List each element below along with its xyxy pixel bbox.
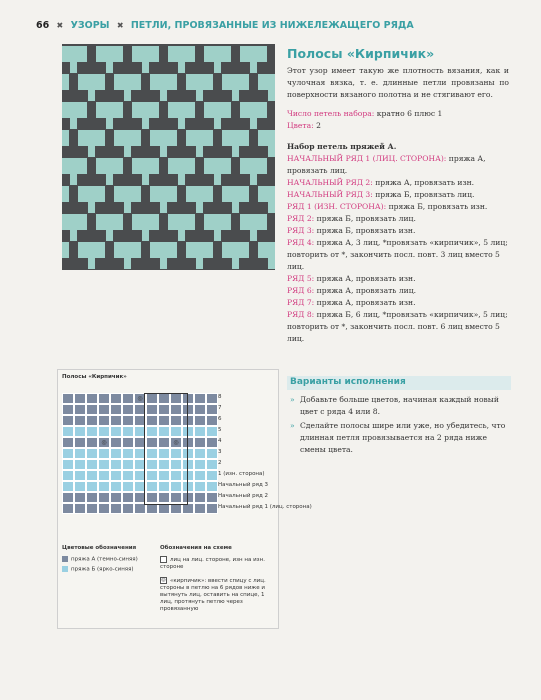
chart-cell [86,437,98,448]
chart-cell [194,470,206,481]
variant-item [288,420,510,456]
chart-cell [206,437,218,448]
light-brick [62,242,69,258]
long-loop [160,90,167,101]
light-brick [222,186,249,202]
light-brick [150,74,177,90]
chart-cell [86,404,98,415]
chart-row-label: 4 [218,438,222,444]
long-loop [214,118,221,129]
step-row-text: пряжа А, провязать изн. [372,177,475,187]
pattern-intro: Этот узор имеет такую же плотность вязания, как и чулочная вязка, т. е. длинные петли провязаны по поверхности вязаного полотна и не стягивают его. [287,66,509,100]
chart-cell [62,437,74,448]
long-loop [88,146,95,157]
step-row-text: пряжа А, 3 лиц, *провязать «кирпичик», 5 лиц; повторить от *, закончить посл. повт. 3 лиц вместо 5 лиц. [287,237,508,271]
step-row-label: РЯД 1 (ИЗН. СТОРОНА): [287,201,387,211]
light-brick [78,186,105,202]
long-loop [232,258,239,269]
legend-symbol-empty-label: лиц на лиц. стороне, изн на изн. стороне [160,557,265,570]
step-row-text: пряжа А, провязать лиц. [314,285,417,295]
light-brick [240,158,267,174]
chart-cell [122,481,134,492]
chart-cell [74,415,86,426]
long-loop [142,118,149,129]
long-loop [178,230,185,241]
chart-cell [98,404,110,415]
chart-cell [74,437,86,448]
chart-cell [122,448,134,459]
step-row-label: РЯД 5: [287,273,315,283]
step-row-label: РЯД 8: [287,309,315,319]
light-brick [204,214,231,230]
chart-cell [206,470,218,481]
swatch-pattern [62,44,275,270]
pattern-title: Полосы «Кирпичик» [287,46,435,61]
chart-cell [110,481,122,492]
light-brick [204,102,231,118]
long-loop [268,258,275,269]
chart-cell [122,470,134,481]
chart-cell [86,426,98,437]
chart-cell [194,404,206,415]
colors-key: Цвета: [287,120,314,130]
light-brick [132,46,159,62]
long-loop [160,146,167,157]
long-loop [232,146,239,157]
chart-cell [74,393,86,404]
chart-cell [86,503,98,514]
step-row [287,309,509,345]
light-brick [132,102,159,118]
long-loop [106,62,113,73]
light-brick [186,74,213,90]
light-brick [114,242,141,258]
chart-row-label: Начальный ряд 1 (лиц. сторона) [218,504,312,510]
legend-symbol-brick [160,577,268,613]
step-row-label: РЯД 4: [287,237,315,247]
chart-cell [86,470,98,481]
chart-cell [110,459,122,470]
chart-title: Полосы «Кирпичик» [62,374,127,380]
symbol-legend-title: Обозначения на схеме [160,545,232,551]
long-loop [106,230,113,241]
light-brick [62,130,69,146]
chart-row-label: 1 (изн. сторона) [218,471,265,477]
chart-cell [206,492,218,503]
long-loop [160,258,167,269]
light-brick [186,242,213,258]
chart-cell [98,503,110,514]
chart-cell [74,459,86,470]
light-brick [258,242,275,258]
light-brick [168,102,195,118]
long-loop [196,90,203,101]
step-row [287,225,509,237]
long-loop [250,174,257,185]
chart-cell [98,426,110,437]
section-title: УЗОРЫ [70,20,110,31]
chart-cell [110,426,122,437]
long-loop [70,230,77,241]
step-row-label: НАЧАЛЬНЫЙ РЯД 3: [287,189,373,199]
chart-cell [122,393,134,404]
step-row [287,285,509,297]
repeat-outline [144,393,188,505]
variants-title: Варианты исполнения [290,377,406,387]
light-brick [132,158,159,174]
long-loop [178,118,185,129]
long-loop [232,90,239,101]
light-brick [168,158,195,174]
photo-caption-watermark [62,278,275,298]
chart-cell [86,492,98,503]
light-brick [168,214,195,230]
chart-cell [62,459,74,470]
chart-cell [86,415,98,426]
long-loop [124,90,131,101]
long-loop [142,62,149,73]
step-row-label: РЯД 6: [287,285,315,295]
light-brick [222,242,249,258]
long-loop [214,174,221,185]
step-row [287,297,509,309]
chart-cell [62,404,74,415]
chart-cell [74,448,86,459]
light-brick [132,214,159,230]
light-brick [96,158,123,174]
step-row-text: пряжа Б, провязать изн. [386,201,488,211]
chart-cell [62,393,74,404]
chart-cell [194,459,206,470]
step-row [287,153,509,177]
step-row [287,273,509,285]
chart-cell [74,426,86,437]
light-brick [62,102,87,118]
long-loop [268,90,275,101]
step-row-text: пряжа Б, провязать изн. [314,225,416,235]
loop-cell: ◎ [170,437,182,448]
chart-cell [194,393,206,404]
light-brick [62,74,69,90]
chart-cell [122,415,134,426]
variant-text: Сделайте полосы шире или уже, но убедитесь, что длинная петля провязывается на 2 ряда ниже смены цвета. [300,421,506,454]
star-icon: ✖ [56,21,64,30]
chart-cell [86,459,98,470]
chart-row-label: 5 [218,427,222,433]
step-row-text: пряжа А, провязать изн. [314,273,416,283]
chart-cell [86,481,98,492]
colors-value: 2 [313,120,321,130]
legend-symbol-brick-label: «кирпичик»: ввести спицу с лиц. стороны в петлю на 6 рядов ниже и вытянуть лиц, оставить на спице, 1 лиц, протянуть петлю через провязанную [160,578,266,612]
steps-heading: Набор петель пряжей А. [287,141,397,151]
yarn-b-swatch [62,566,68,572]
long-loop [214,62,221,73]
long-loop [106,118,113,129]
chart-cell [206,426,218,437]
long-loop [88,90,95,101]
page-number: 66 [36,20,50,31]
chart-cell [110,492,122,503]
step-row-label: НАЧАЛЬНЫЙ РЯД 2: [287,177,373,187]
light-brick [62,214,87,230]
chart-cell [98,481,110,492]
chart-cell [206,393,218,404]
legend-color-b [62,566,134,574]
step-row-text: пряжа Б, 6 лиц, *провязать «кирпичик», 5 лиц; повторить от *, закончить посл. повт. 6 лиц вместо 5 лиц. [287,309,508,343]
step-row-text: пряжа Б, провязать лиц. [314,213,416,223]
light-brick [150,242,177,258]
chart-cell [206,415,218,426]
long-loop [124,202,131,213]
long-loop [142,230,149,241]
chart-cell [62,426,74,437]
step-row [287,213,509,225]
chart-cell [74,481,86,492]
legend-color-a-label: пряжа А (темно-синяя) [71,556,138,563]
chart-cell [74,404,86,415]
chart-cell [62,492,74,503]
star-icon: ✖ [116,21,124,30]
loop-cell: ◎ [98,437,110,448]
empty-cell-icon [160,556,167,563]
chart-row-label: Начальный ряд 3 [218,482,268,488]
light-brick [240,214,267,230]
chart-cell [194,481,206,492]
light-brick [78,74,105,90]
variant-text: Добавьте больше цветов, начиная каждый новый цвет с ряда 4 или 8. [300,395,499,416]
light-brick [204,158,231,174]
light-brick [78,242,105,258]
long-loop [88,202,95,213]
chart-cell [62,448,74,459]
long-loop [160,202,167,213]
step-row [287,237,509,273]
long-loop [88,258,95,269]
chart-cell [74,492,86,503]
light-brick [96,214,123,230]
chart-cell [74,470,86,481]
long-loop [124,146,131,157]
light-brick [62,158,87,174]
step-row-label: РЯД 3: [287,225,315,235]
long-loop [70,174,77,185]
step-row-text: пряжа А, провязать лиц. [287,153,486,175]
light-brick [114,186,141,202]
long-loop [106,174,113,185]
chart-cell [122,492,134,503]
long-loop [142,174,149,185]
legend-symbol-empty [160,556,265,571]
long-loop [196,146,203,157]
light-brick [96,102,123,118]
light-brick [222,130,249,146]
chart-cell [122,437,134,448]
chart-cell [110,437,122,448]
long-loop [232,202,239,213]
chart-cell [206,448,218,459]
chart-cell [194,503,206,514]
light-brick [240,46,267,62]
steps-list [287,153,509,345]
legend-color-b-label: пряжа Б (ярко-синяя) [71,566,134,573]
chart-cell [62,415,74,426]
long-loop [178,174,185,185]
color-legend-title: Цветовые обозначения [62,545,137,551]
chart-cell [206,459,218,470]
cast-on-value: кратно 6 плюс 1 [374,108,443,118]
chart-cell [110,415,122,426]
light-brick [96,46,123,62]
light-brick [114,130,141,146]
legend-color-a [62,556,138,564]
chart-cell [98,415,110,426]
loop-symbol-icon: ◎ [161,577,166,583]
long-loop [250,230,257,241]
bullet-icon: » [290,395,295,404]
light-brick [78,130,105,146]
chart-row-label: 8 [218,394,222,400]
chart-cell [122,503,134,514]
light-brick [114,74,141,90]
chart-cell [194,426,206,437]
chart-cell [74,503,86,514]
light-brick [240,102,267,118]
chart-cell [194,492,206,503]
chart-cell [98,459,110,470]
chart-cell [62,481,74,492]
step-row-text: пряжа Б, провязать лиц. [372,189,475,199]
chart-cell [98,492,110,503]
colors-line [287,120,509,132]
chart-cell [110,503,122,514]
light-brick [186,186,213,202]
light-brick [168,46,195,62]
long-loop [196,202,203,213]
light-brick [62,46,87,62]
light-brick [204,46,231,62]
long-loop [268,146,275,157]
step-row-label: РЯД 7: [287,297,315,307]
step-row [287,177,509,189]
running-header [36,20,506,36]
chart-cell [194,415,206,426]
loop-cell: ◎ [134,393,146,404]
light-brick [62,186,69,202]
long-loop [268,202,275,213]
light-brick [258,186,275,202]
step-row-label: НАЧАЛЬНЫЙ РЯД 1 (ЛИЦ. СТОРОНА): [287,153,447,163]
subsection-title: ПЕТЛИ, ПРОВЯЗАННЫЕ ИЗ НИЖЕЛЕЖАЩЕГО РЯДА [130,20,414,31]
chart-cell [122,404,134,415]
chart-row-label: Начальный ряд 2 [218,493,268,499]
chart-cell [110,393,122,404]
chart-cell [122,459,134,470]
chart-cell [62,503,74,514]
yarn-a-swatch [62,556,68,562]
variants-list [288,394,510,458]
long-loop [214,230,221,241]
chart-cell [194,437,206,448]
long-loop [124,258,131,269]
chart-cell [206,481,218,492]
variant-item [288,394,510,418]
chart-cell [98,448,110,459]
long-loop [250,62,257,73]
long-loop [250,118,257,129]
chart-cell [110,470,122,481]
pattern-text [287,46,509,345]
step-row [287,189,509,201]
light-brick [150,186,177,202]
long-loop [70,62,77,73]
chart-cell [62,470,74,481]
long-loop [196,258,203,269]
chart-cell [110,448,122,459]
chart-cell [98,393,110,404]
chart-row-label: 2 [218,460,222,466]
light-brick [258,130,275,146]
chart-row-label: 3 [218,449,222,455]
step-row [287,201,509,213]
chart-cell [110,404,122,415]
chart-cell [86,393,98,404]
bullet-icon: » [290,421,295,430]
light-brick [258,74,275,90]
knitting-swatch-photo [62,44,275,270]
cast-on-line [287,108,509,120]
long-loop [178,62,185,73]
long-loop [70,118,77,129]
chart-cell [122,426,134,437]
chart-cell [98,470,110,481]
chart-cell [206,404,218,415]
chart-row-label: 6 [218,416,222,422]
chart-cell [86,448,98,459]
light-brick [222,74,249,90]
cast-on-key: Число петель набора: [287,108,375,118]
light-brick [186,130,213,146]
chart-cell [206,503,218,514]
chart-cell [194,448,206,459]
step-row-text: пряжа А, провязать изн. [314,297,416,307]
light-brick [150,130,177,146]
step-row-label: РЯД 2: [287,213,315,223]
chart-row-label: 7 [218,405,222,411]
